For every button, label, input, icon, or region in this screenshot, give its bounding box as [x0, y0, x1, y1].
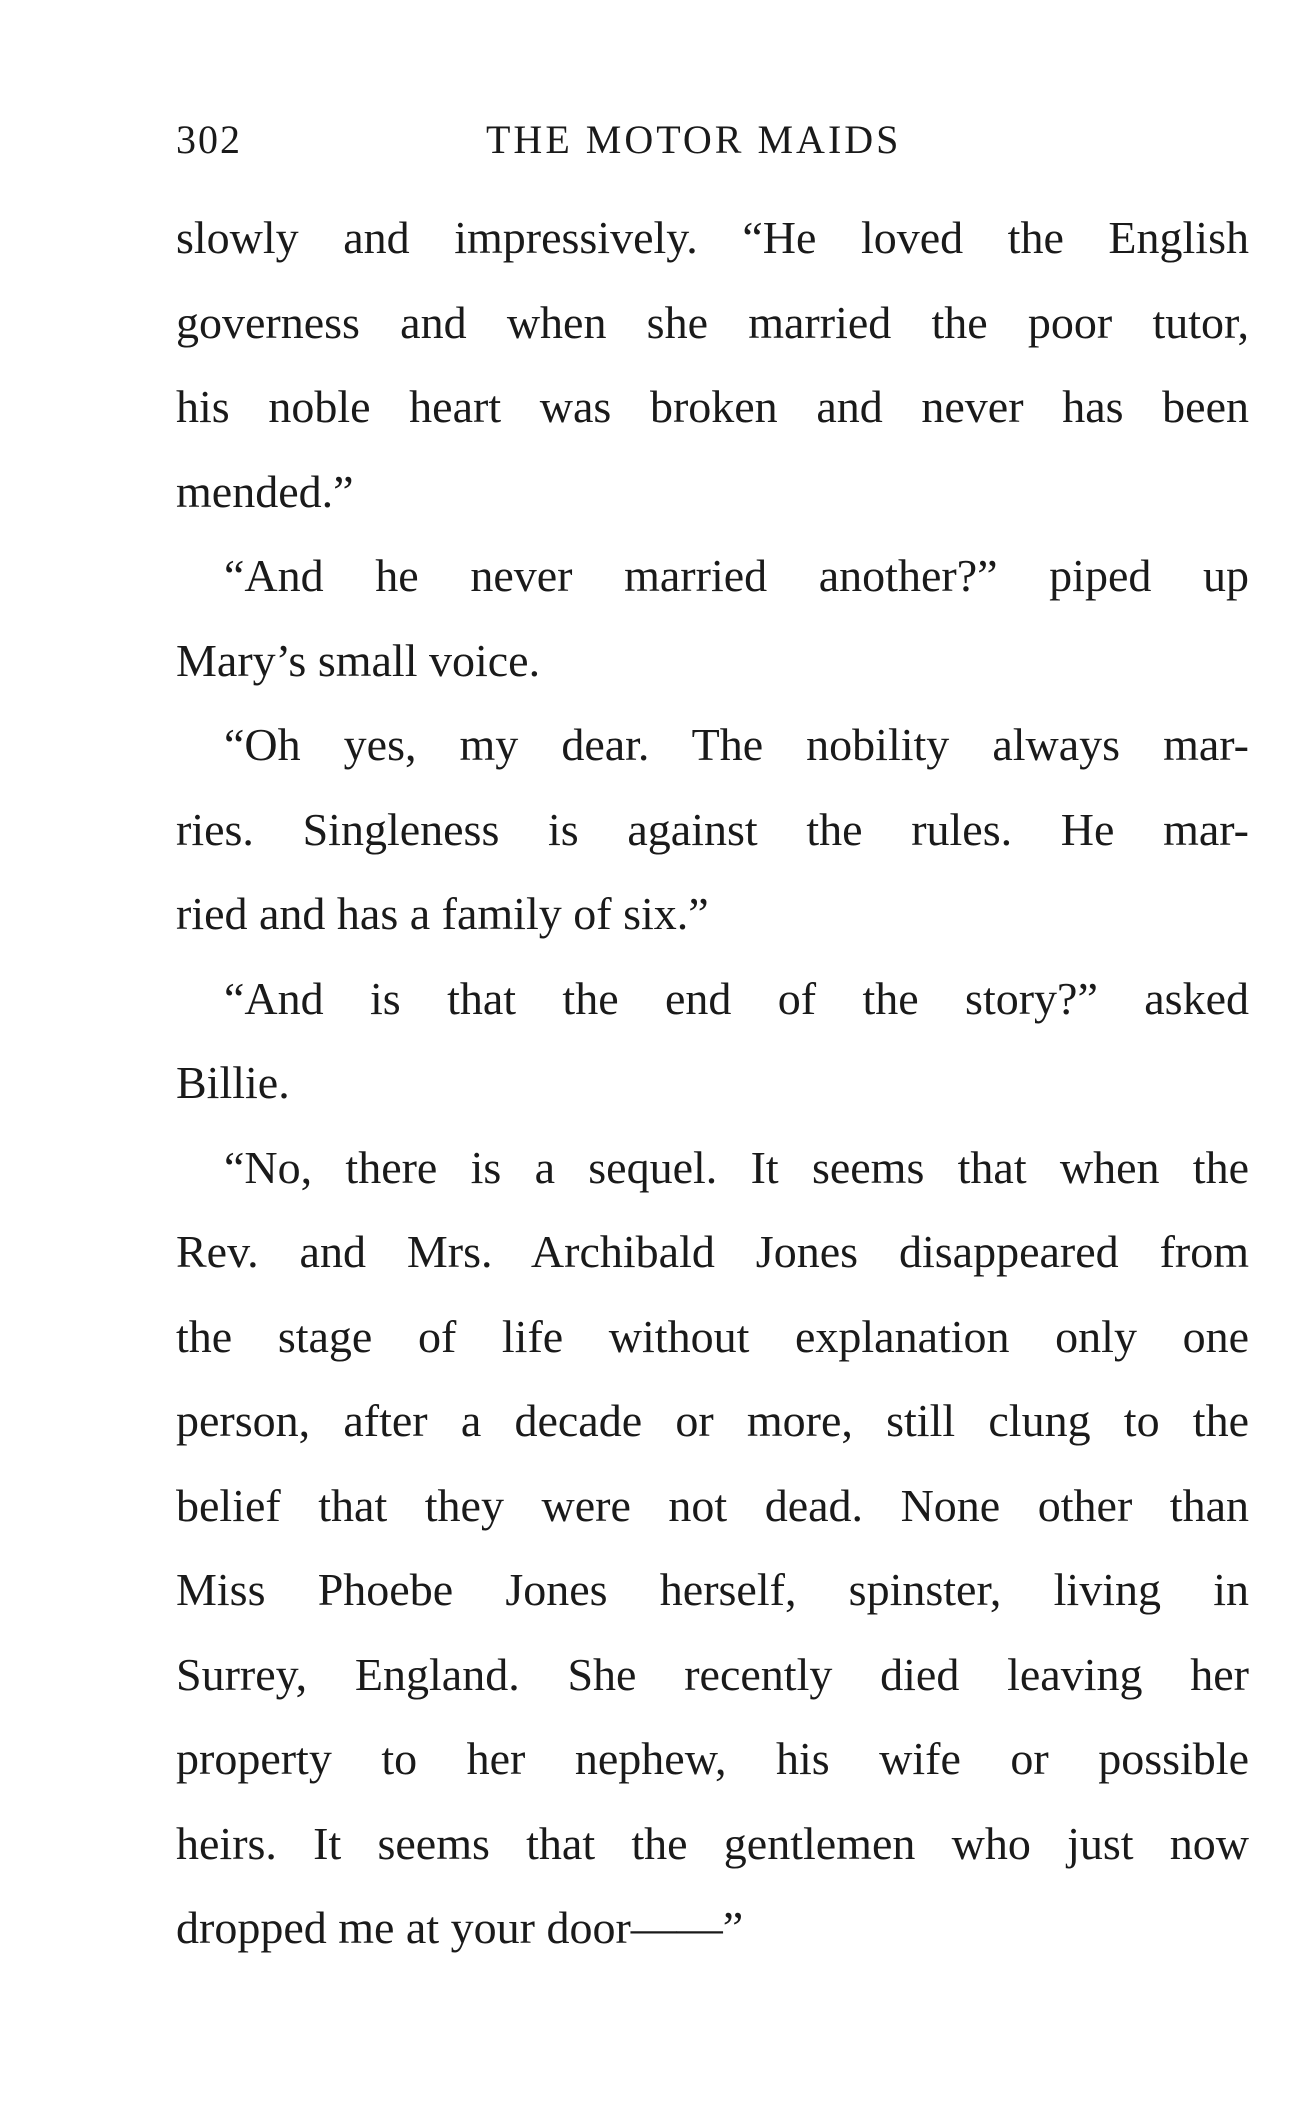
text-line: “And is that the end of the story?” asked	[224, 972, 1249, 1024]
text-line: slowly and impressively. “He loved the English	[176, 212, 1249, 263]
page-header	[176, 112, 1256, 168]
text-line: his noble heart was broken and never has been	[176, 381, 1249, 432]
text-line: ries. Singleness is against the rules. He mar-	[176, 803, 1249, 855]
text-line: property to her nephew, his wife or possible	[176, 1733, 1249, 1784]
text-line: Billie.	[176, 1057, 290, 1108]
text-line: “Oh yes, my dear. The nobility always mar-	[224, 719, 1249, 770]
text-line: “No, there is a sequel. It seems that when the	[224, 1141, 1249, 1193]
text-line: Miss Phoebe Jones herself, spinster, living in	[176, 1564, 1249, 1615]
text-line: Rev. and Mrs. Archibald Jones disappeared from	[176, 1226, 1249, 1277]
text-line: Mary’s small voice.	[176, 634, 541, 686]
text-line: ried and has a family of six.”	[176, 888, 709, 939]
text-line: the stage of life without explanation only one	[176, 1310, 1249, 1362]
text-line: governess and when she married the poor tutor,	[176, 296, 1249, 348]
text-line: person, after a decade or more, still clung to the	[176, 1395, 1249, 1446]
text-line: “And he never married another?” piped up	[224, 550, 1249, 601]
text-line: mended.”	[176, 465, 354, 517]
text-line: Surrey, England. She recently died leaving her	[176, 1648, 1249, 1700]
running-title: THE MOTOR MAIDS	[486, 117, 902, 162]
page-number: 302	[176, 117, 242, 162]
text-line: belief that they were not dead. None other than	[176, 1479, 1249, 1531]
body-text	[176, 196, 1249, 1971]
text-line: heirs. It seems that the gentlemen who just now	[176, 1817, 1249, 1869]
text-line: dropped me at your door——”	[176, 1902, 744, 1953]
